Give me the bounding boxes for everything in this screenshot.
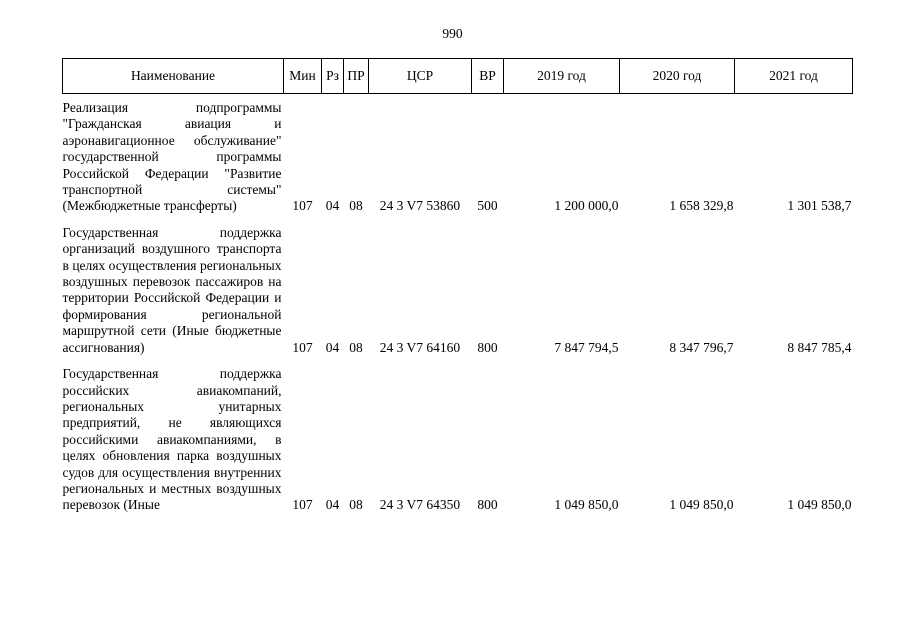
row-csr: 24 3 V7 53860 [379, 198, 461, 214]
row-min: 107 [292, 497, 313, 513]
row-pr: 08 [349, 497, 363, 513]
table-row [63, 94, 853, 219]
row-2019: 7 847 794,5 [554, 339, 619, 355]
row-2020: 1 049 850,0 [669, 497, 734, 513]
row-2021: 8 847 785,4 [787, 339, 852, 355]
table-row [63, 360, 853, 514]
header-rz: Рз [322, 59, 344, 94]
row-name: Государственная поддержка российских авиакомпаний, региональных унитарных предприятий, не являющихся российскими авиакомпаниями, в целях обновления парка воздушных судов для осуществления внутренних региональных и местных воздушных перевозок (Иные [62, 366, 282, 513]
row-vr: 500 [477, 198, 498, 214]
row-rz: 04 [325, 198, 340, 214]
table-row [63, 219, 853, 360]
row-pr: 08 [349, 339, 363, 355]
header-vr: ВР [472, 59, 504, 94]
row-2021: 1 049 850,0 [787, 497, 852, 513]
header-2019: 2019 год [504, 59, 620, 94]
row-2019: 1 049 850,0 [554, 497, 619, 513]
row-csr: 24 3 V7 64350 [379, 497, 461, 513]
row-2020: 8 347 796,7 [669, 339, 734, 355]
row-name: Реализация подпрограммы "Гражданская авиация и аэронавигационное обслуживание" государственной программы Российской Федерации "Развитие транспортной системы" (Межбюджетные трансферты) [62, 100, 282, 214]
row-2021: 1 301 538,7 [787, 198, 852, 214]
header-2020: 2020 год [620, 59, 735, 94]
budget-table [62, 58, 853, 514]
row-2019: 1 200 000,0 [554, 198, 619, 214]
row-csr: 24 3 V7 64160 [379, 339, 461, 355]
row-vr: 800 [477, 339, 498, 355]
header-pr: ПР [344, 59, 369, 94]
row-2020: 1 658 329,8 [669, 198, 734, 214]
header-csr: ЦСР [369, 59, 472, 94]
row-rz: 04 [325, 339, 340, 355]
row-min: 107 [292, 339, 313, 355]
table-header-row [63, 59, 853, 94]
header-2021: 2021 год [735, 59, 853, 94]
row-rz: 04 [325, 497, 340, 513]
page-number: 990 [442, 26, 463, 41]
row-pr: 08 [349, 198, 363, 214]
header-min: Мин [284, 59, 322, 94]
row-vr: 800 [477, 497, 498, 513]
header-name: Наименование [63, 59, 284, 94]
row-min: 107 [292, 198, 313, 214]
row-name: Государственная поддержка организаций воздушного транспорта в целях осуществления региональных воздушных перевозок пассажиров на территории Российской Федерации и формирования региональной маршрутной сети (Иные бюджетные ассигнования) [62, 224, 282, 355]
